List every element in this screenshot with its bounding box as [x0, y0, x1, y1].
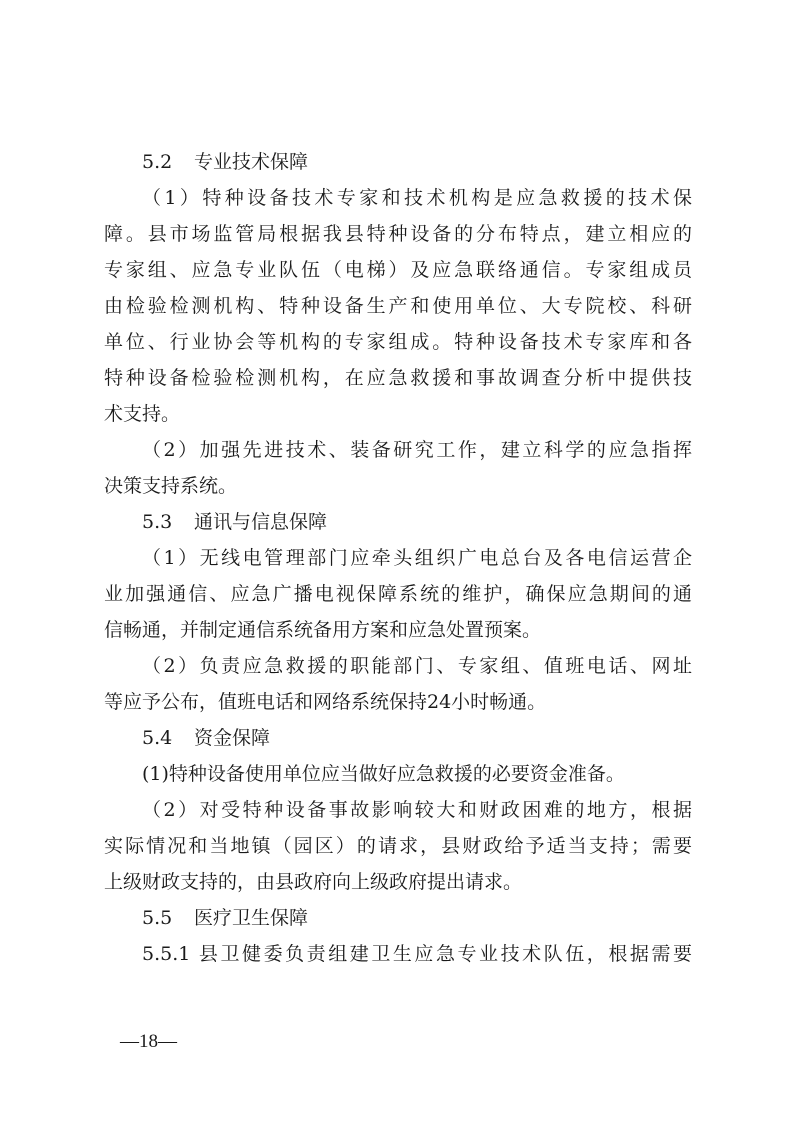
paragraph-line: (1)特种设备使用单位应当做好应急救援的必要资金准备。 [142, 763, 625, 785]
paragraph-line: （1）特种设备技术专家和技术机构是应急救援的技术保 [142, 187, 692, 209]
paragraph-line: 专家组、应急专业队伍（电梯）及应急联络通信。专家组成员 [104, 259, 692, 281]
paragraph [104, 648, 692, 720]
paragraph [104, 936, 692, 972]
section-title: 医疗卫生保障 [194, 907, 309, 929]
paragraph [104, 432, 692, 504]
paragraph-line: 由检验检测机构、特种设备生产和使用单位、大专院校、科研 [104, 295, 692, 317]
paragraph [104, 180, 692, 432]
paragraph-line: 实际情况和当地镇（园区）的请求，县财政给予适当支持；需要 [104, 835, 692, 857]
section-heading [104, 504, 692, 540]
paragraph-line: 术支持。 [104, 403, 181, 425]
section-number: 5.4 [142, 727, 173, 749]
paragraph-line: 上级财政支持的，由县政府向上级政府提出请求。 [104, 871, 523, 893]
paragraph-line: （2）加强先进技术、装备研究工作，建立科学的应急指挥 [142, 439, 692, 461]
section-title: 专业技术保障 [194, 151, 309, 173]
paragraph-line: 单位、行业协会等机构的专家组成。特种设备技术专家库和各 [104, 331, 692, 353]
section-number: 5.2 [142, 151, 173, 173]
paragraph-line: （1）无线电管理部门应牵头组织广电总台及各电信运营企 [142, 547, 692, 569]
paragraph-line: 障。县市场监管局根据我县特种设备的分布特点，建立相应的 [104, 223, 692, 245]
paragraph [104, 792, 692, 900]
section-title: 资金保障 [194, 727, 271, 749]
paragraph-line: 等应予公布，值班电话和网络系统保持24小时畅通。 [104, 691, 547, 713]
paragraph-line: 特种设备检验检测机构，在应急救援和事故调查分析中提供技 [104, 367, 692, 389]
paragraph-line: （2）负责应急救援的职能部门、专家组、值班电话、网址 [142, 655, 692, 677]
section-title: 通讯与信息保障 [194, 511, 328, 533]
section-heading [104, 900, 692, 936]
section-heading [104, 144, 692, 180]
paragraph-line: （2）对受特种设备事故影响较大和财政困难的地方，根据 [142, 799, 692, 821]
paragraph-line: 信畅通，并制定通信系统备用方案和应急处置预案。 [104, 619, 542, 641]
paragraph-line: 决策支持系统。 [104, 475, 238, 497]
section-heading [104, 720, 692, 756]
paragraph [104, 756, 692, 792]
paragraph-line: 业加强通信、应急广播电视保障系统的维护，确保应急期间的通 [104, 583, 692, 605]
section-number: 5.3 [142, 511, 173, 533]
paragraph-line: 5.5.1 县卫健委负责组建卫生应急专业技术队伍，根据需要 [142, 943, 692, 965]
paragraph [104, 540, 692, 648]
section-number: 5.5 [142, 907, 173, 929]
document-body [104, 144, 692, 972]
page-number: —18— [120, 1031, 177, 1052]
